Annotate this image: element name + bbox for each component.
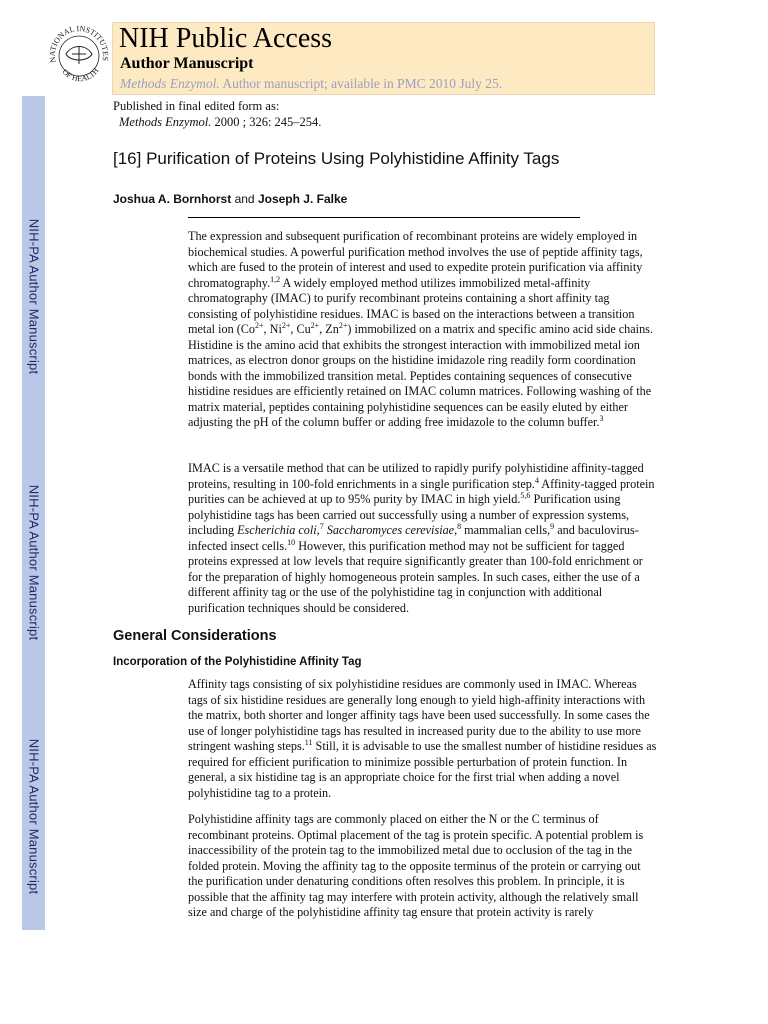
logo-text-bottom: OF HEALTH bbox=[60, 66, 101, 84]
header-subtitle: Author Manuscript bbox=[120, 55, 254, 72]
journal-name: Methods Enzymol. bbox=[120, 76, 220, 91]
citation: Methods Enzymol. 2000 ; 326: 245–254. bbox=[119, 115, 322, 129]
title-divider bbox=[188, 217, 580, 218]
author-name: Joshua A. Bornhorst bbox=[113, 192, 232, 206]
paragraph: Polyhistidine affinity tags are commonly placed on either the N or the C terminus of recombinant proteins. Optimal placement of the tag is protein specific. A potential problem is inaccessibility of the protein tag to the immobilized metal due to occlusion of the tag in the folded protein. Moving the affinity tag to the opposite terminus of the protein or carrying out the purification under denaturing conditions often resolves this problem. In principle, it is possible that the affinity tag may interfere with protein activity, although the relatively small size and charge of the polyhistidine affinity tag ensure that protein activity is rarely bbox=[188, 812, 644, 919]
paragraph: IMAC is a versatile method that can be utilized to rapidly purify polyhistidine affinity-tagged proteins, resulting in 100-fold enrichments in a single purification step.$^4$ Affinity-tagged protein purities can be achieved at up to 95% purity by IMAC in high yield.$^{5,6}$ Purification using polyhistidine tags has been carried out successfully using a number of expression systems, including Escherichia coli,$^7$ Saccharomyces cerevisiae,$^8$ mammalian cells,$^9$ and baculovirus-infected insect cells.$^{10}$ However, this purification method may not be sufficient for tagged proteins expressed at low levels that require significantly greater than 100-fold enrichment or for the preparation of highly homogeneous protein samples. In such cases, either the use of a different affinity tag or the use of the polyhistidine tag in conjunction with additional purification techniques should be considered. bbox=[188, 461, 655, 615]
author-list: Joshua A. Bornhorst and Joseph J. Falke bbox=[113, 192, 348, 206]
sidebar-label: NIH-PA Author Manuscript bbox=[26, 218, 42, 374]
subsection-heading: Incorporation of the Polyhistidine Affinity Tag bbox=[113, 656, 362, 668]
pmc-availability: Methods Enzymol. Author manuscript; available in PMC 2010 July 25. bbox=[120, 76, 503, 91]
svg-text:OF HEALTH bbox=[60, 66, 100, 83]
paragraph: The expression and subsequent purification of recombinant proteins are widely employed in biochemical studies. A powerful purification method involves the use of peptide affinity tags, which are fused to the protein of interest and used to expedite protein purification via affinity chromatography.$^{1,2}$ A widely employed method utilizes immobilized metal-affinity chromatography (IMAC) to purify recombinant proteins containing a short affinity tag consisting of polyhistidine residues. IMAC is based on the interactions between a transition metal ion ($Co^{2+}$, $Ni^{2+}$, $Cu^{2+}$, $Zn^{2+}$) immobilized on a matrix and specific amino acid side chains. Histidine is the amino acid that exhibits the strongest interaction with immobilized metal ion matrices, as electron donor groups on the histidine imidazole ring readily form coordination bonds with the immobilized transition metal. Peptides containing sequences of consecutive histidine residues are efficiently retained on IMAC column matrices. Following washing of the matrix material, peptides containing polyhistidine sequences can be easily eluted by either adjusting the pH of the column buffer or adding free imidazole to the column buffer.$^3$ bbox=[188, 229, 653, 429]
paragraph: Affinity tags consisting of six polyhistidine residues are commonly used in IMAC. Whereas tags of six histidine residues are generally long enough to yield high-affinity interactions with the matrix, both shorter and longer affinity tags have been used successfully. In some cases the use of longer polyhistidine tags has resulted in increased purity due to the ability to use more stringent washing steps.$^{11}$ Still, it is advisable to use the smallest number of histidine residues as required for efficient purification to minimize possible perturbation of protein function. In general, a six histidine tag is an appropriate choice for the first trial when adding a novel polyhistidine tag to a protein. bbox=[188, 677, 657, 800]
logo-text-top: NATIONAL INSTITUTES bbox=[47, 24, 111, 64]
nih-logo bbox=[44, 16, 114, 96]
published-line: Published in final edited form as: bbox=[113, 99, 280, 113]
publication-info bbox=[113, 98, 321, 130]
sidebar-label: NIH-PA Author Manuscript bbox=[26, 738, 42, 894]
article-title: [16] Purification of Proteins Using Polyhistidine Affinity Tags bbox=[113, 149, 560, 168]
author-name: Joseph J. Falke bbox=[257, 192, 348, 206]
sidebar-label: NIH-PA Author Manuscript bbox=[26, 484, 42, 640]
header-title: NIH Public Access bbox=[119, 23, 333, 54]
section-heading: General Considerations bbox=[113, 628, 277, 644]
nih-header bbox=[112, 22, 655, 95]
manuscript-sidebar bbox=[22, 96, 45, 930]
